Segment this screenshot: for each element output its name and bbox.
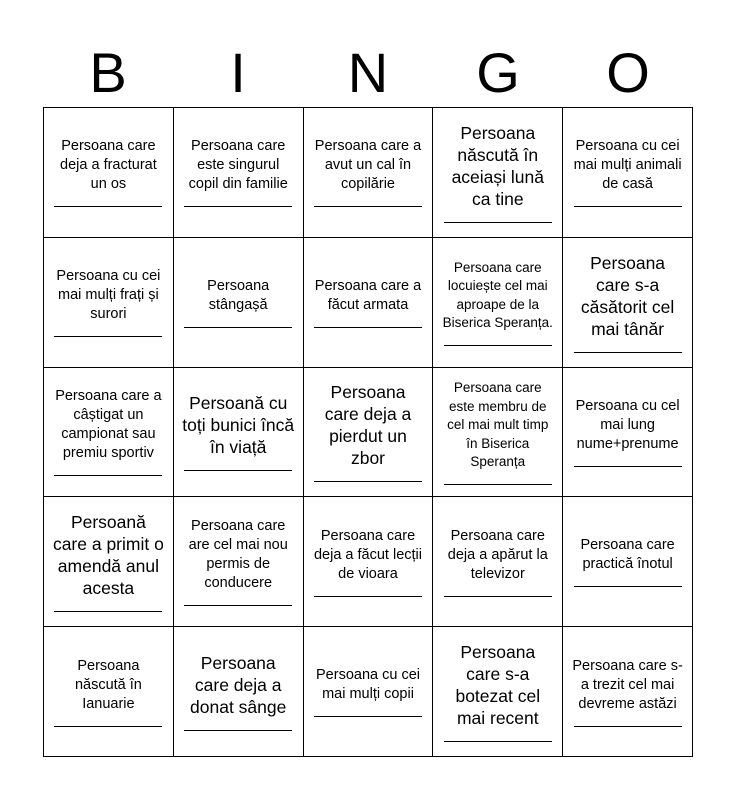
bingo-cell[interactable] — [174, 497, 304, 627]
signature-line — [54, 726, 162, 727]
signature-line — [574, 726, 682, 727]
bingo-cell-text: Persoana care locuiește cel mai aproape de la Biserica Speranța. — [442, 259, 553, 331]
bingo-cell-text: Persoana care a făcut armata — [314, 277, 422, 313]
header-letter-b: B — [89, 41, 127, 104]
signature-line — [444, 741, 552, 742]
bingo-cell-text: Persoana cu cei mai mulți copii — [316, 667, 420, 703]
bingo-cell[interactable] — [563, 238, 693, 368]
signature-line — [314, 327, 422, 328]
signature-line — [574, 466, 682, 467]
bingo-cell[interactable] — [174, 627, 304, 757]
bingo-cell-text: Persoana care deja a apărut la televizor — [447, 527, 548, 582]
bingo-cell[interactable] — [563, 108, 693, 238]
bingo-cell[interactable] — [304, 497, 434, 627]
bingo-cell-text: Persoana care este membru de cel mai mult timp în Biserica Speranța — [447, 380, 549, 470]
signature-line — [54, 475, 162, 476]
bingo-cell[interactable] — [174, 108, 304, 238]
signature-line — [184, 327, 292, 328]
bingo-cell[interactable] — [563, 497, 693, 627]
signature-line — [314, 206, 422, 207]
signature-line — [444, 222, 552, 223]
bingo-cell-text: Persoana născută în Ianuarie — [74, 657, 142, 712]
header-letter-g: G — [476, 41, 520, 104]
bingo-cell-text: Persoana născută în aceiași lună ca tine — [451, 122, 544, 209]
bingo-cell[interactable] — [433, 368, 563, 498]
bingo-cell-text: Persoana care deja a făcut lecții de vioara — [313, 527, 422, 582]
bingo-cell-text: Persoana cu cei mai mulți frați și surori — [56, 268, 161, 323]
bingo-header — [43, 40, 693, 106]
bingo-cell-text: Persoana cu cei mai mulți animali de casă — [573, 138, 682, 193]
bingo-cell-text: Persoana care s-a căsătorit cel mai tânăr — [580, 252, 675, 339]
signature-line — [184, 470, 292, 471]
signature-line — [444, 345, 552, 346]
signature-line — [574, 586, 682, 587]
bingo-cell[interactable] — [433, 497, 563, 627]
bingo-cell[interactable] — [433, 108, 563, 238]
signature-line — [184, 206, 292, 207]
header-letter-o: O — [606, 41, 650, 104]
bingo-cell[interactable] — [44, 627, 174, 757]
bingo-cell-text: Persoana care este singurul copil din familie — [188, 138, 288, 193]
bingo-cell[interactable] — [304, 238, 434, 368]
signature-line — [314, 481, 422, 482]
bingo-cell[interactable] — [174, 238, 304, 368]
bingo-cell-text: Persoană care a primit o amendă anul acesta — [52, 512, 164, 599]
bingo-cell-text: Persoana cu cel mai lung nume+prenume — [575, 397, 680, 452]
header-letter-n: N — [347, 41, 389, 104]
bingo-cell-text: Persoana care a câștigat un campionat sau premiu sportiv — [55, 388, 162, 462]
signature-line — [54, 206, 162, 207]
bingo-cell[interactable] — [44, 108, 174, 238]
signature-line — [574, 352, 682, 353]
signature-line — [184, 730, 292, 731]
signature-line — [314, 596, 422, 597]
bingo-cell[interactable] — [174, 368, 304, 498]
bingo-cell-text: Persoana care deja a donat sânge — [190, 653, 287, 718]
bingo-cell[interactable] — [563, 627, 693, 757]
bingo-cell[interactable] — [433, 627, 563, 757]
bingo-cell[interactable] — [304, 108, 434, 238]
bingo-card-grid — [43, 107, 693, 757]
bingo-cell-text: Persoana care s-a trezit cel mai devreme astăzi — [572, 657, 683, 712]
bingo-cell-text: Persoana care practică înotul — [580, 537, 675, 573]
header-letter-i: I — [230, 41, 246, 104]
bingo-cell-text: Persoană cu toți bunici încă în viață — [182, 393, 295, 458]
bingo-cell[interactable] — [44, 368, 174, 498]
bingo-cell-text: Persoana care deja a pierdut un zbor — [324, 382, 412, 469]
bingo-cell[interactable] — [44, 238, 174, 368]
signature-line — [184, 605, 292, 606]
bingo-cell[interactable] — [44, 497, 174, 627]
bingo-cell[interactable] — [433, 238, 563, 368]
signature-line — [444, 484, 552, 485]
bingo-cell-text: Persoana care a avut un cal în copilărie — [314, 138, 422, 193]
signature-line — [314, 716, 422, 717]
bingo-cell-text: Persoana care s-a botezat cel mai recent — [455, 642, 541, 729]
bingo-cell-text: Persoana care are cel mai nou permis de conducere — [188, 518, 288, 592]
signature-line — [54, 611, 162, 612]
signature-line — [444, 596, 552, 597]
bingo-cell[interactable] — [563, 368, 693, 498]
signature-line — [574, 206, 682, 207]
bingo-cell[interactable] — [304, 627, 434, 757]
bingo-cell-text: Persoana care deja a fracturat un os — [60, 138, 157, 193]
bingo-cell[interactable] — [304, 368, 434, 498]
signature-line — [54, 336, 162, 337]
bingo-cell-text: Persoana stângașă — [207, 277, 270, 313]
